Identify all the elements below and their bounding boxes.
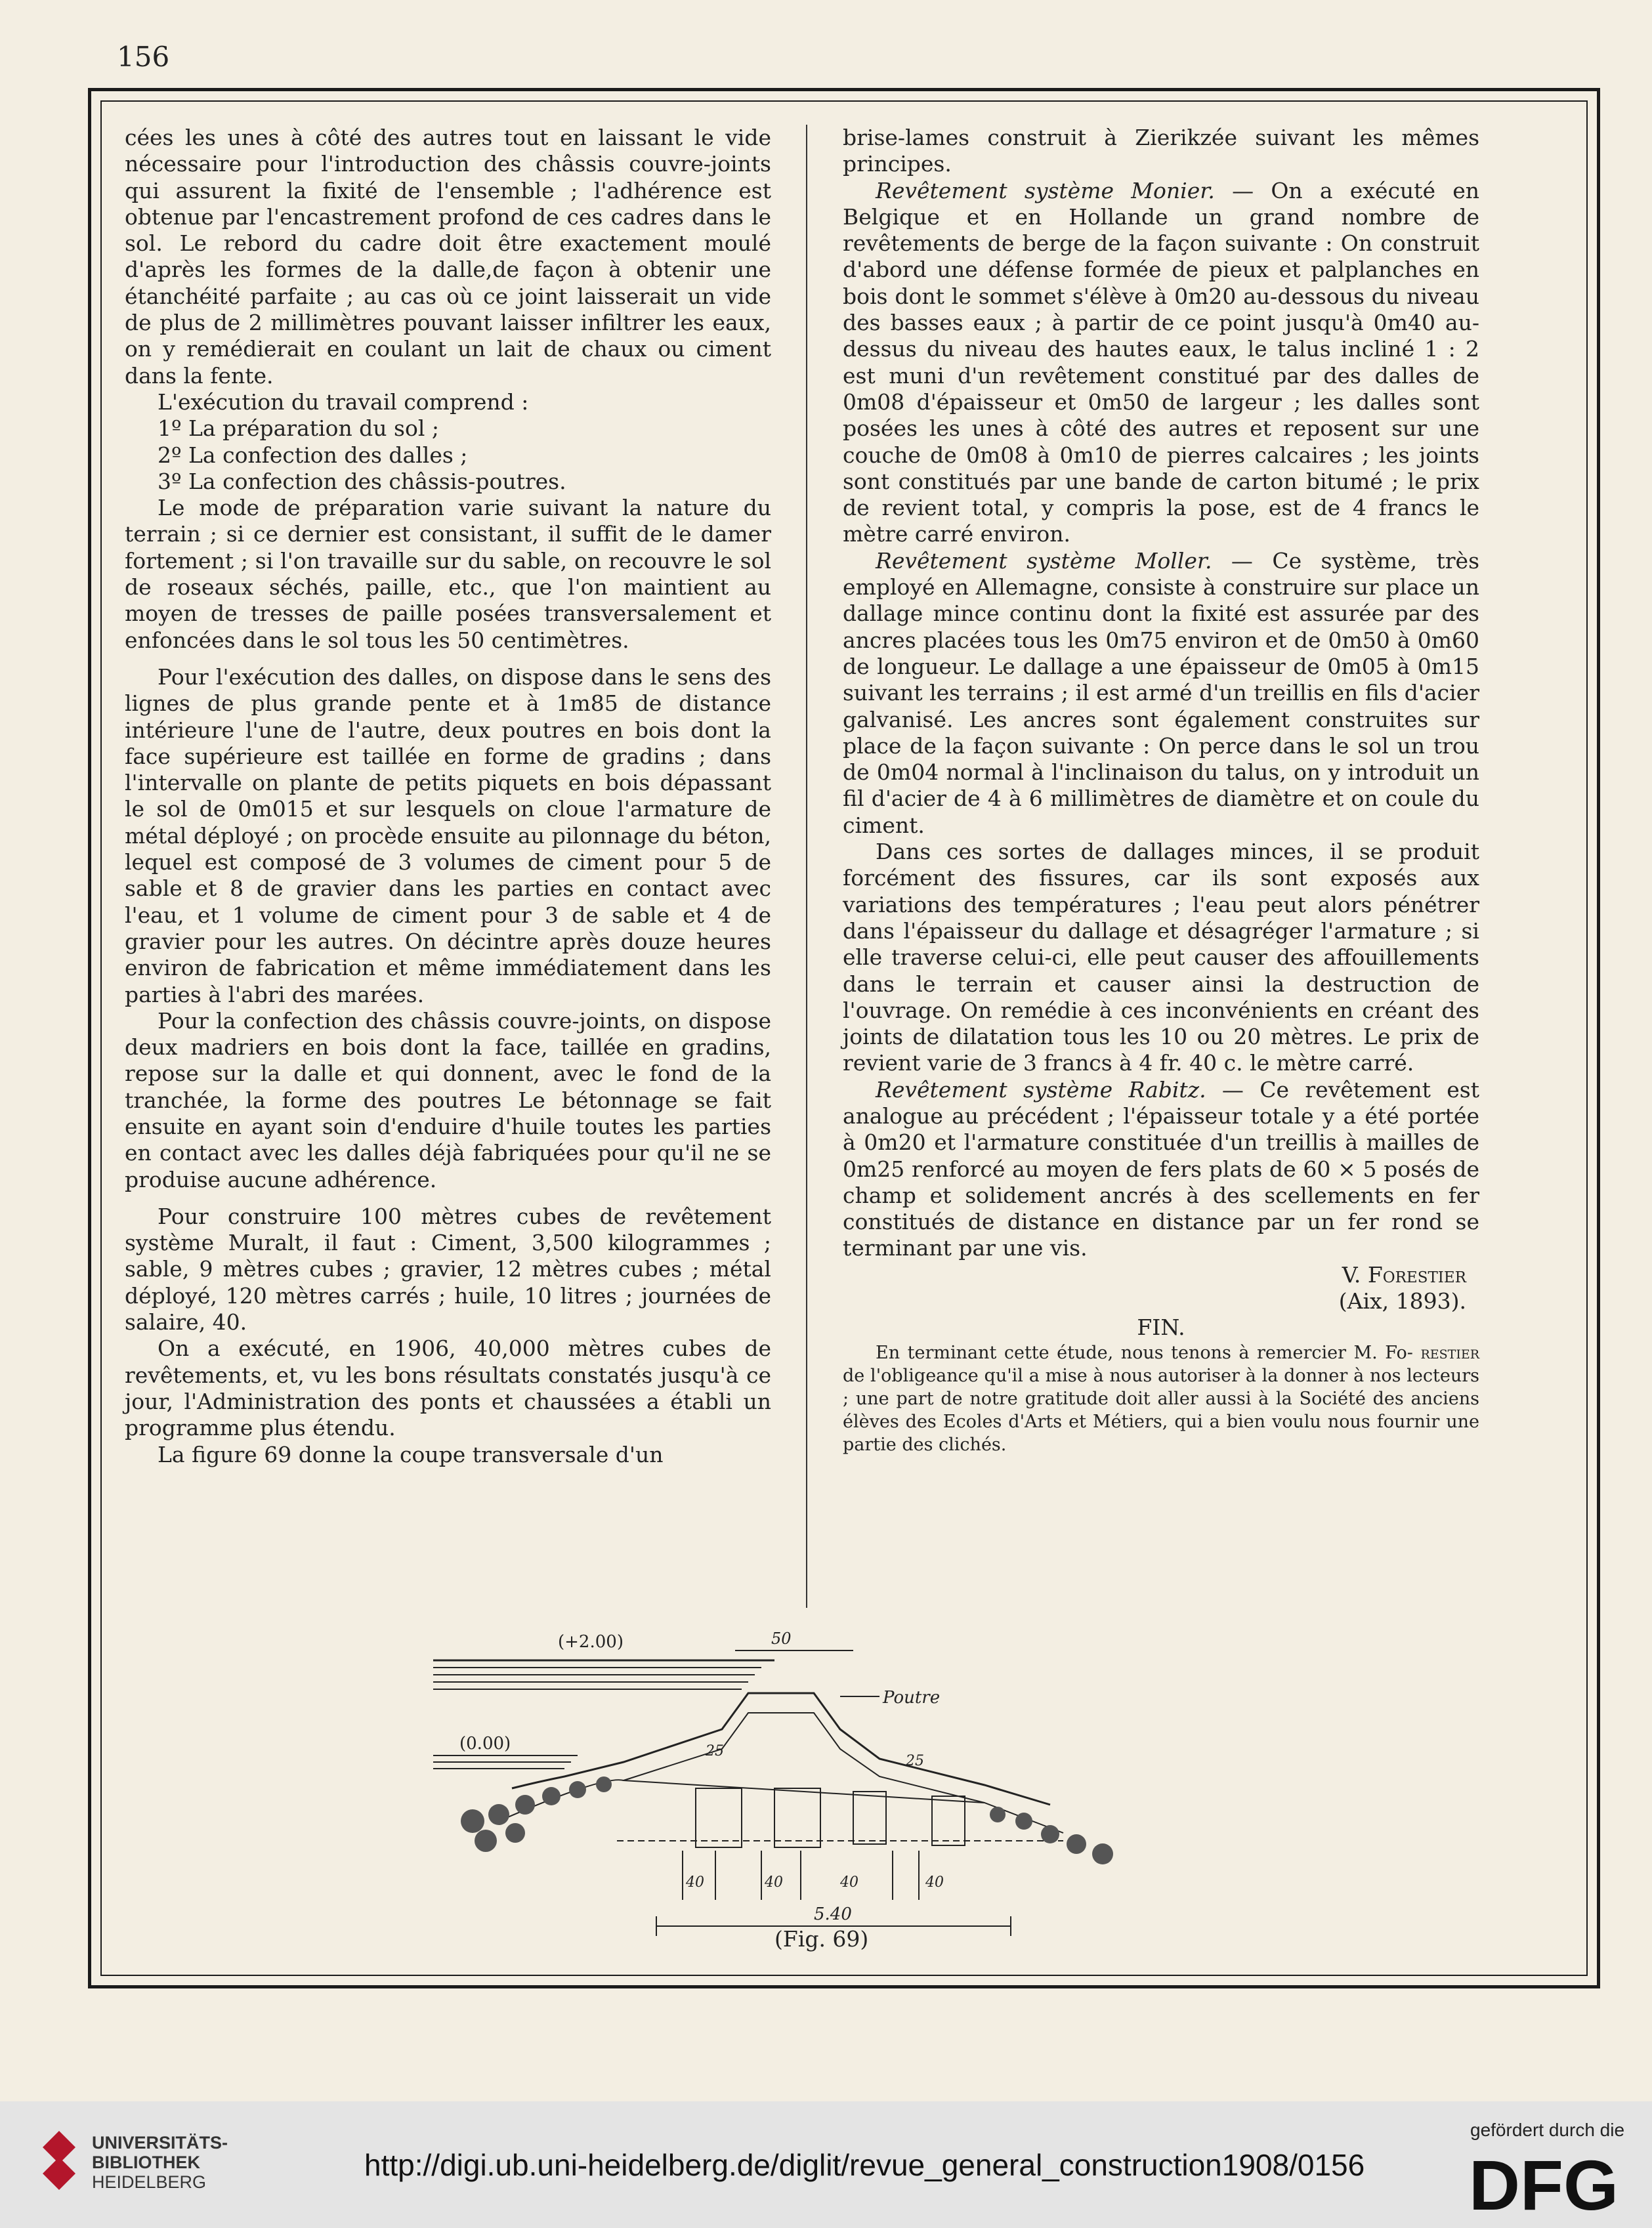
figure-label-gap: 40 <box>686 1874 704 1891</box>
list-item: 1º La préparation du sol ; <box>158 415 440 442</box>
figure-label-gap: 40 <box>925 1874 944 1891</box>
figure-label-total: 5.40 <box>814 1904 852 1924</box>
source-url-link[interactable]: http://digi.ub.uni-heidelberg.de/diglit/revue_general_construction1908/0156 <box>364 2148 1365 2182</box>
author-signature: V. Forestier <box>1342 1261 1466 1288</box>
paragraph-text: — Ce revêtement est analogue au précédent ; l'épaisseur totale y a été portée à 0m20 et l'armature constituée d'un treillis à mailles de 0m25 renforcé au moyen de fers plats de 60 × 5 posés de champ et solidement ancrés à des scellements en fer constitués de distance en distance par un fer rond se terminant par une vis. <box>843 1076 1479 1261</box>
figure-label-poutre: Poutre <box>883 1688 941 1708</box>
left-column <box>125 125 771 1468</box>
paragraph: Pour l'exécution des dalles, on dispose dans le sens des lignes de plus grande pente et à 1m85 de distance intérieure l'une de l'autre, deux poutres en bois dont la face supérieure est taillée en forme de gradins ; dans l'intervalle on plante de petits piquets en bois dépassant le sol de 0m015 et sur lesquels on cloue l'armature de métal déployé ; on procède ensuite au pilonnage du béton, lequel est composé de 3 volumes de ciment pour 5 de sable et 8 de gravier dans les parties en contact avec l'eau, et 1 volume de ciment pour 3 de sable et 4 de gravier pour les autres. On décintre après douze heures environ de fabrication et même immédiatement dans les parties à l'abri des marées. <box>125 663 771 1007</box>
paragraph: Pour construire 100 mètres cubes de revêtement système Muralt, il faut : Ciment, 3,500 kilogrammes ; sable, 9 mètres cubes ; gravier, 12 mètres cubes ; métal déployé, 120 mètres carrés ; huile, 10 litres ; journées de salaire, 40. <box>125 1203 771 1335</box>
end-marker: FIN. <box>1137 1314 1185 1341</box>
paragraph-moller <box>843 548 1479 839</box>
dfg-logo-text: DFG <box>1469 2147 1619 2219</box>
note-text: de l'obligeance qu'il a mise à nous autoriser à la donner à nos lecteurs ; une part de notre gratitude doit aller aussi à la Société des anciens élèves des Ecoles d'Arts et Métiers, qui a bien voulu nous fournir une partie des clichés. <box>843 1365 1479 1455</box>
paragraph: L'exécution du travail comprend : <box>158 389 529 415</box>
university-name-line: HEIDELBERG <box>92 2172 207 2192</box>
sponsor-text: gefördert durch die <box>1470 2120 1625 2140</box>
figure-label-low-level: (0.00) <box>459 1734 511 1754</box>
paragraph: brise-lames construit à Zierikzée suivant les mêmes principes. <box>843 125 1479 177</box>
section-title-moller: Revêtement système Moller. <box>876 547 1212 574</box>
right-column <box>843 125 1479 1456</box>
paragraph-monier <box>843 178 1479 548</box>
note-text: En terminant cette étude, nous tenons à remercier M. Fo- <box>876 1342 1413 1363</box>
figure-label-gap: 40 <box>840 1874 858 1891</box>
figure-label-width-top: 50 <box>771 1629 792 1648</box>
figure-label-top-level: (+2.00) <box>558 1632 624 1652</box>
note-name: restier <box>1420 1342 1479 1363</box>
acknowledgement-note <box>843 1341 1479 1456</box>
cross-section-figure <box>407 1624 1273 1965</box>
university-name-line: UNIVERSITÄTS- <box>92 2133 228 2153</box>
dfg-logo-icon <box>1469 2147 1620 2219</box>
university-name <box>92 2133 228 2192</box>
paragraph: Dans ces sortes de dallages minces, il se produit forcément des fissures, car ils sont exposés aux variations des températures ; l'eau peut alors pénétrer dans l'épaisseur du dallage et désagréger l'armature ; si elle traverse celui-ci, elle peut causer des affouillements dans le terrain et causer ainsi la destruction de l'ouvrage. On remédie à ces inconvénients en créant des joints de dilatation tous les 10 ou 20 mètres. Le prix de revient varie de 3 francs à 4 fr. 40 c. le mètre carré. <box>843 839 1479 1076</box>
university-logo-icon <box>39 2128 79 2193</box>
university-name-line: BIBLIOTHEK <box>92 2153 200 2172</box>
paragraph-rabitz <box>843 1077 1479 1262</box>
footer-bar <box>0 2101 1652 2228</box>
figure-label-gap: 40 <box>765 1874 783 1891</box>
column-divider <box>806 125 807 1608</box>
figure-label-slab-left: 25 <box>706 1743 724 1759</box>
paragraph: Le mode de préparation varie suivant la nature du terrain ; si ce dernier est consistant, il suffit de le damer fortement ; si l'on travaille sur du sable, on recouvre le sol de roseaux séchés, paille, etc., que l'on maintient au moyen de tresses de paille posées transversalement et enfoncées dans le sol tous les 50 centimètres. <box>125 495 771 653</box>
list-item: 2º La confection des dalles ; <box>158 442 468 468</box>
figure-caption: (Fig. 69) <box>774 1926 869 1952</box>
paragraph: On a exécuté, en 1906, 40,000 mètres cubes de revêtements, et, vu les bons résultats constatés jusqu'à ce jour, l'Administration des ponts et chaussées a établi un programme plus étendu. <box>125 1335 771 1441</box>
list-item: 3º La confection des châssis-poutres. <box>158 468 566 494</box>
section-title-monier: Revêtement système Monier. <box>876 177 1215 203</box>
page-number: 156 <box>117 41 170 73</box>
paragraph: Pour la confection des châssis couvre-joints, on dispose deux madriers en bois dont la face, taillée en gradins, repose sur la dalle et qui donnent, avec le fond de la tranchée, la forme des poutres Le bétonnage se fait ensuite en ayant soin d'enduire d'huile toutes les parties en contact avec les dalles déjà fabriquées pour qu'il ne se produise aucune adhérence. <box>125 1007 771 1192</box>
paragraph: La figure 69 donne la coupe transversale d'un <box>158 1441 664 1467</box>
paragraph-text: — On a exécuté en Belgique et en Hollande un grand nombre de revêtements de berge de la façon suivante : On construit d'abord une défense formée de pieux et palplanches en bois dont le sommet s'élève à 0m20 au-dessous du niveau des basses eaux ; à partir de ce point jusqu'à 0m40 au-dessus du niveau des hautes eaux, le talus incliné 1 : 2 est muni d'un revêtement constitué par des dalles de 0m08 d'épaisseur et 0m50 de largeur ; les dalles sont posées les unes à côté des autres et reposent sur une couche de 0m08 à 0m10 de pierres calcaires ; les joints sont constitués par une bande de carton bitumé ; le prix de revient total, y compris la pose, est de 4 francs le mètre carré environ. <box>843 177 1479 547</box>
section-title-rabitz: Revêtement système Rabitz. <box>876 1076 1206 1103</box>
figure-label-slab-right: 25 <box>906 1753 924 1769</box>
paragraph: cées les unes à côté des autres tout en laissant le vide nécessaire pour l'introduction des châssis couvre-joints qui assurent la fixité de l'ensemble ; l'adhérence est obtenue par l'encastrement profond de ces cadres dans le sol. Le rebord du cadre doit être exactement moulé d'après les formes de la dalle,de façon à obtenir une étanchéité parfaite ; au cas où ce joint laisserait un vide de plus de 2 millimètres pouvant laisser infiltrer les eaux, on y remédierait en coulant un lait de chaux ou ciment dans la fente. <box>125 125 771 389</box>
paragraph-text: — Ce système, très employé en Allemagne, consiste à construire sur place un dallage mince continu dont la fixité est assurée par des ancres placées tous les 0m75 environ et de 0m50 à 0m60 de longueur. Le dallage a une épaisseur de 0m05 à 0m15 suivant les terrains ; il est armé d'un treillis en fils d'acier galvanisé. Les ancres sont également construites sur place de la façon suivante : On perce dans le sol un trou de 0m04 normal à l'inclinaison du talus, on y introduit un fil d'acier de 4 à 6 millimètres de diamètre et on coule du ciment. <box>843 547 1479 838</box>
author-place-date: (Aix, 1893). <box>1338 1288 1466 1314</box>
